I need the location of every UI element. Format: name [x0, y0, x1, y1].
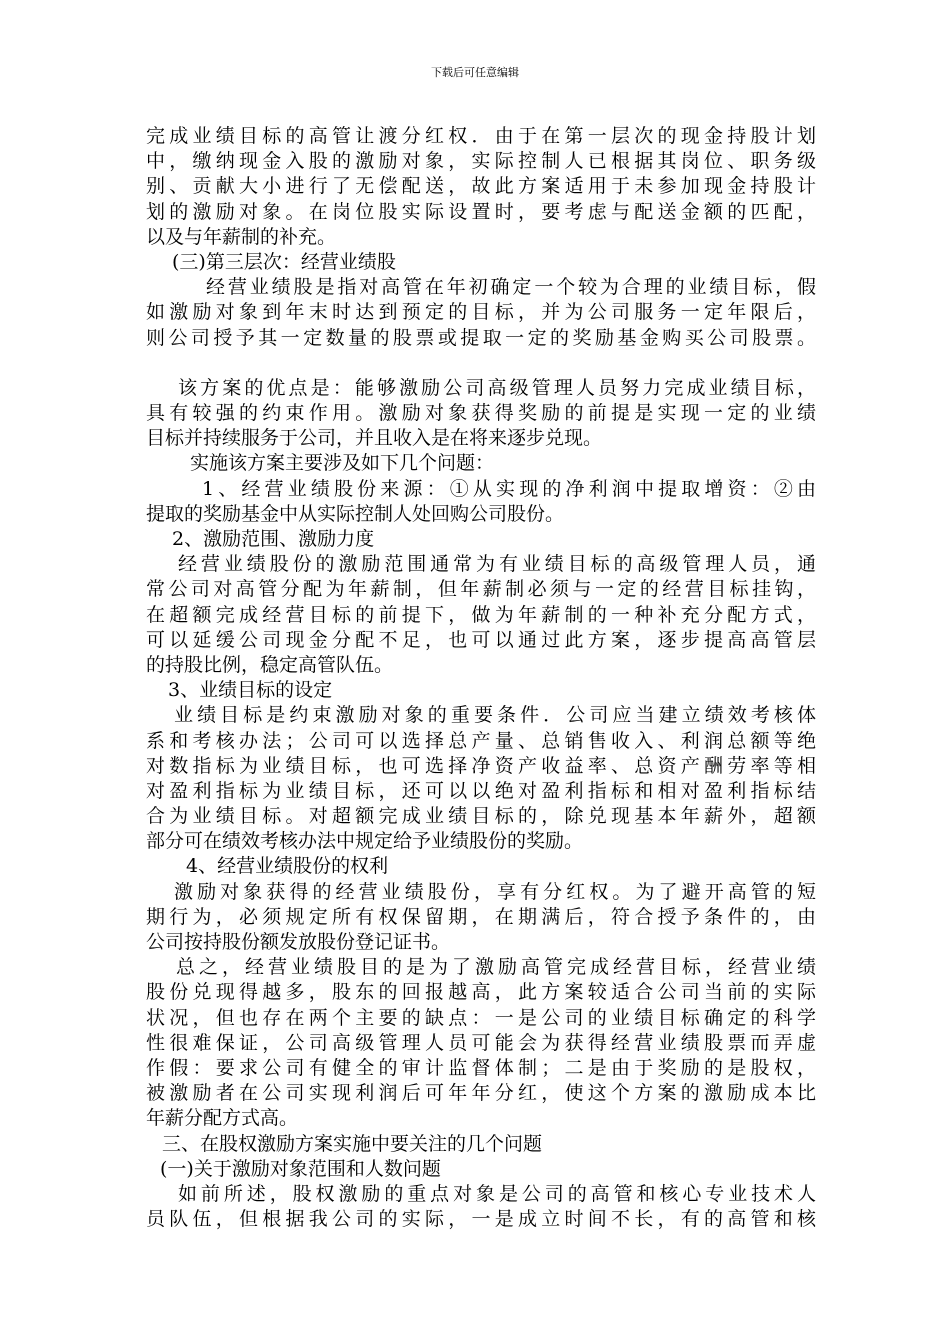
text-line: 对数指标为业绩目标，也可选择净资产收益率、总资产酬劳率等相	[146, 754, 816, 777]
text-line: 性很难保证，公司高级管理人员可能会为获得经营业绩股票而弄虚	[146, 1031, 816, 1054]
document-body	[146, 124, 816, 1232]
text-line: (三)第三层次：经营业绩股	[172, 250, 396, 273]
text-line: 经营业绩股是指对高管在年初确定一个较为合理的业绩目标，假	[206, 276, 816, 299]
text-line: 作假：要求公司有健全的审计监督体制；二是由于奖励的是股权，	[146, 1056, 816, 1079]
text-line: 完成业绩目标的高管让渡分红权．由于在第一层次的现金持股计划	[146, 125, 816, 147]
text-line: 如激励对象到年末时达到预定的目标，并为公司服务一定年限后，	[146, 301, 816, 324]
text-line: 具有较强的约束作用。激励对象获得奖励的前提是实现一定的业绩	[146, 402, 816, 425]
text-line: 可以延缓公司现金分配不足，也可以通过此方案，逐步提高高管层	[146, 628, 816, 651]
text-line: 以及与年薪制的补充。	[146, 225, 337, 248]
text-line: 员队伍，但根据我公司的实际，一是成立时间不长，有的高管和核	[146, 1208, 816, 1231]
text-line: 3、业绩目标的设定	[168, 679, 333, 702]
text-line: 激励对象获得的经营业绩股份，享有分红权。为了避开高管的短	[174, 880, 816, 903]
text-line: 2、激励范围、激励力度	[172, 528, 375, 550]
text-line: 如前所述，股权激励的重点对象是公司的高管和核心专业技术人	[178, 1182, 816, 1205]
text-line: 实施该方案主要涉及如下几个问题：	[190, 452, 495, 475]
text-line: 系和考核办法；公司可以选择总产量、总销售收入、利润总额等绝	[146, 729, 816, 752]
text-line: 中，缴纳现金入股的激励对象，实际控制人已根据其岗位、职务级	[146, 150, 816, 173]
text-line: 对盈利指标为业绩目标，还可以以绝对盈利指标和相对盈利指标结	[146, 779, 816, 802]
text-line: 合为业绩目标。对超额完成业绩目标的，除兑现基本年薪外，超额	[146, 805, 816, 828]
text-line: 状况，但也存在两个主要的缺点：一是公司的业绩目标确定的科学	[146, 1006, 816, 1029]
text-line: 期行为，必须规定所有权保留期，在期满后，符合授予条件的，由	[146, 905, 816, 928]
text-line: 总之，经营业绩股目的是为了激励高管完成经营目标，经营业绩	[176, 956, 816, 979]
text-line: 该方案的优点是：能够激励公司高级管理人员努力完成业绩目标，	[178, 376, 816, 399]
text-line: 提取的奖励基金中从实际控制人处回购公司股份。	[146, 502, 565, 525]
text-line: 别、贡献大小进行了无偿配送，故此方案适用于未参加现金持股计	[146, 175, 816, 198]
text-line: (一)关于激励对象范围和人数问题	[160, 1157, 441, 1180]
text-line: 经营业绩股份的激励范围通常为有业绩目标的高级管理人员，通	[178, 553, 816, 576]
text-line: 划的激励对象。在岗位股实际设置时，要考虑与配送金额的匹配，	[146, 200, 816, 223]
text-line: 1、经营业绩股份来源：①从实现的净利润中提取增资：②由	[202, 477, 816, 500]
text-line: 业绩目标是约束激励对象的重要条件．公司应当建立绩效考核体	[174, 704, 816, 727]
text-line: 的持股比例，稳定高管队伍。	[146, 653, 394, 676]
text-line: 公司按持股份额发放股份登记证书。	[146, 931, 451, 953]
text-line: 股份兑现得越多，股东的回报越高，此方案较适合公司当前的实际	[146, 981, 816, 1004]
text-line: 三、在股权激励方案实施中要关注的几个问题	[162, 1132, 543, 1155]
text-line: 被激励者在公司实现利润后可年年分红，使这个方案的激励成本比	[146, 1082, 816, 1105]
text-line: 则公司授予其一定数量的股票或提取一定的奖励基金购买公司股票。	[146, 326, 816, 349]
text-line: 目标并持续服务于公司，并且收入是在将来逐步兑现。	[146, 427, 603, 450]
page-header-note: 下载后可任意编辑	[431, 66, 519, 79]
text-line: 常公司对高管分配为年薪制，但年薪制必须与一定的经营目标挂钩，	[146, 578, 816, 601]
text-line: 在超额完成经营目标的前提下，做为年薪制的一种补充分配方式，	[146, 603, 816, 626]
text-line: 4、经营业绩股份的权利	[186, 855, 389, 878]
text-line: 部分可在绩效考核办法中规定给予业绩股份的奖励。	[146, 830, 584, 853]
text-line: 年薪分配方式高。	[146, 1107, 299, 1130]
blank-line	[146, 351, 816, 376]
